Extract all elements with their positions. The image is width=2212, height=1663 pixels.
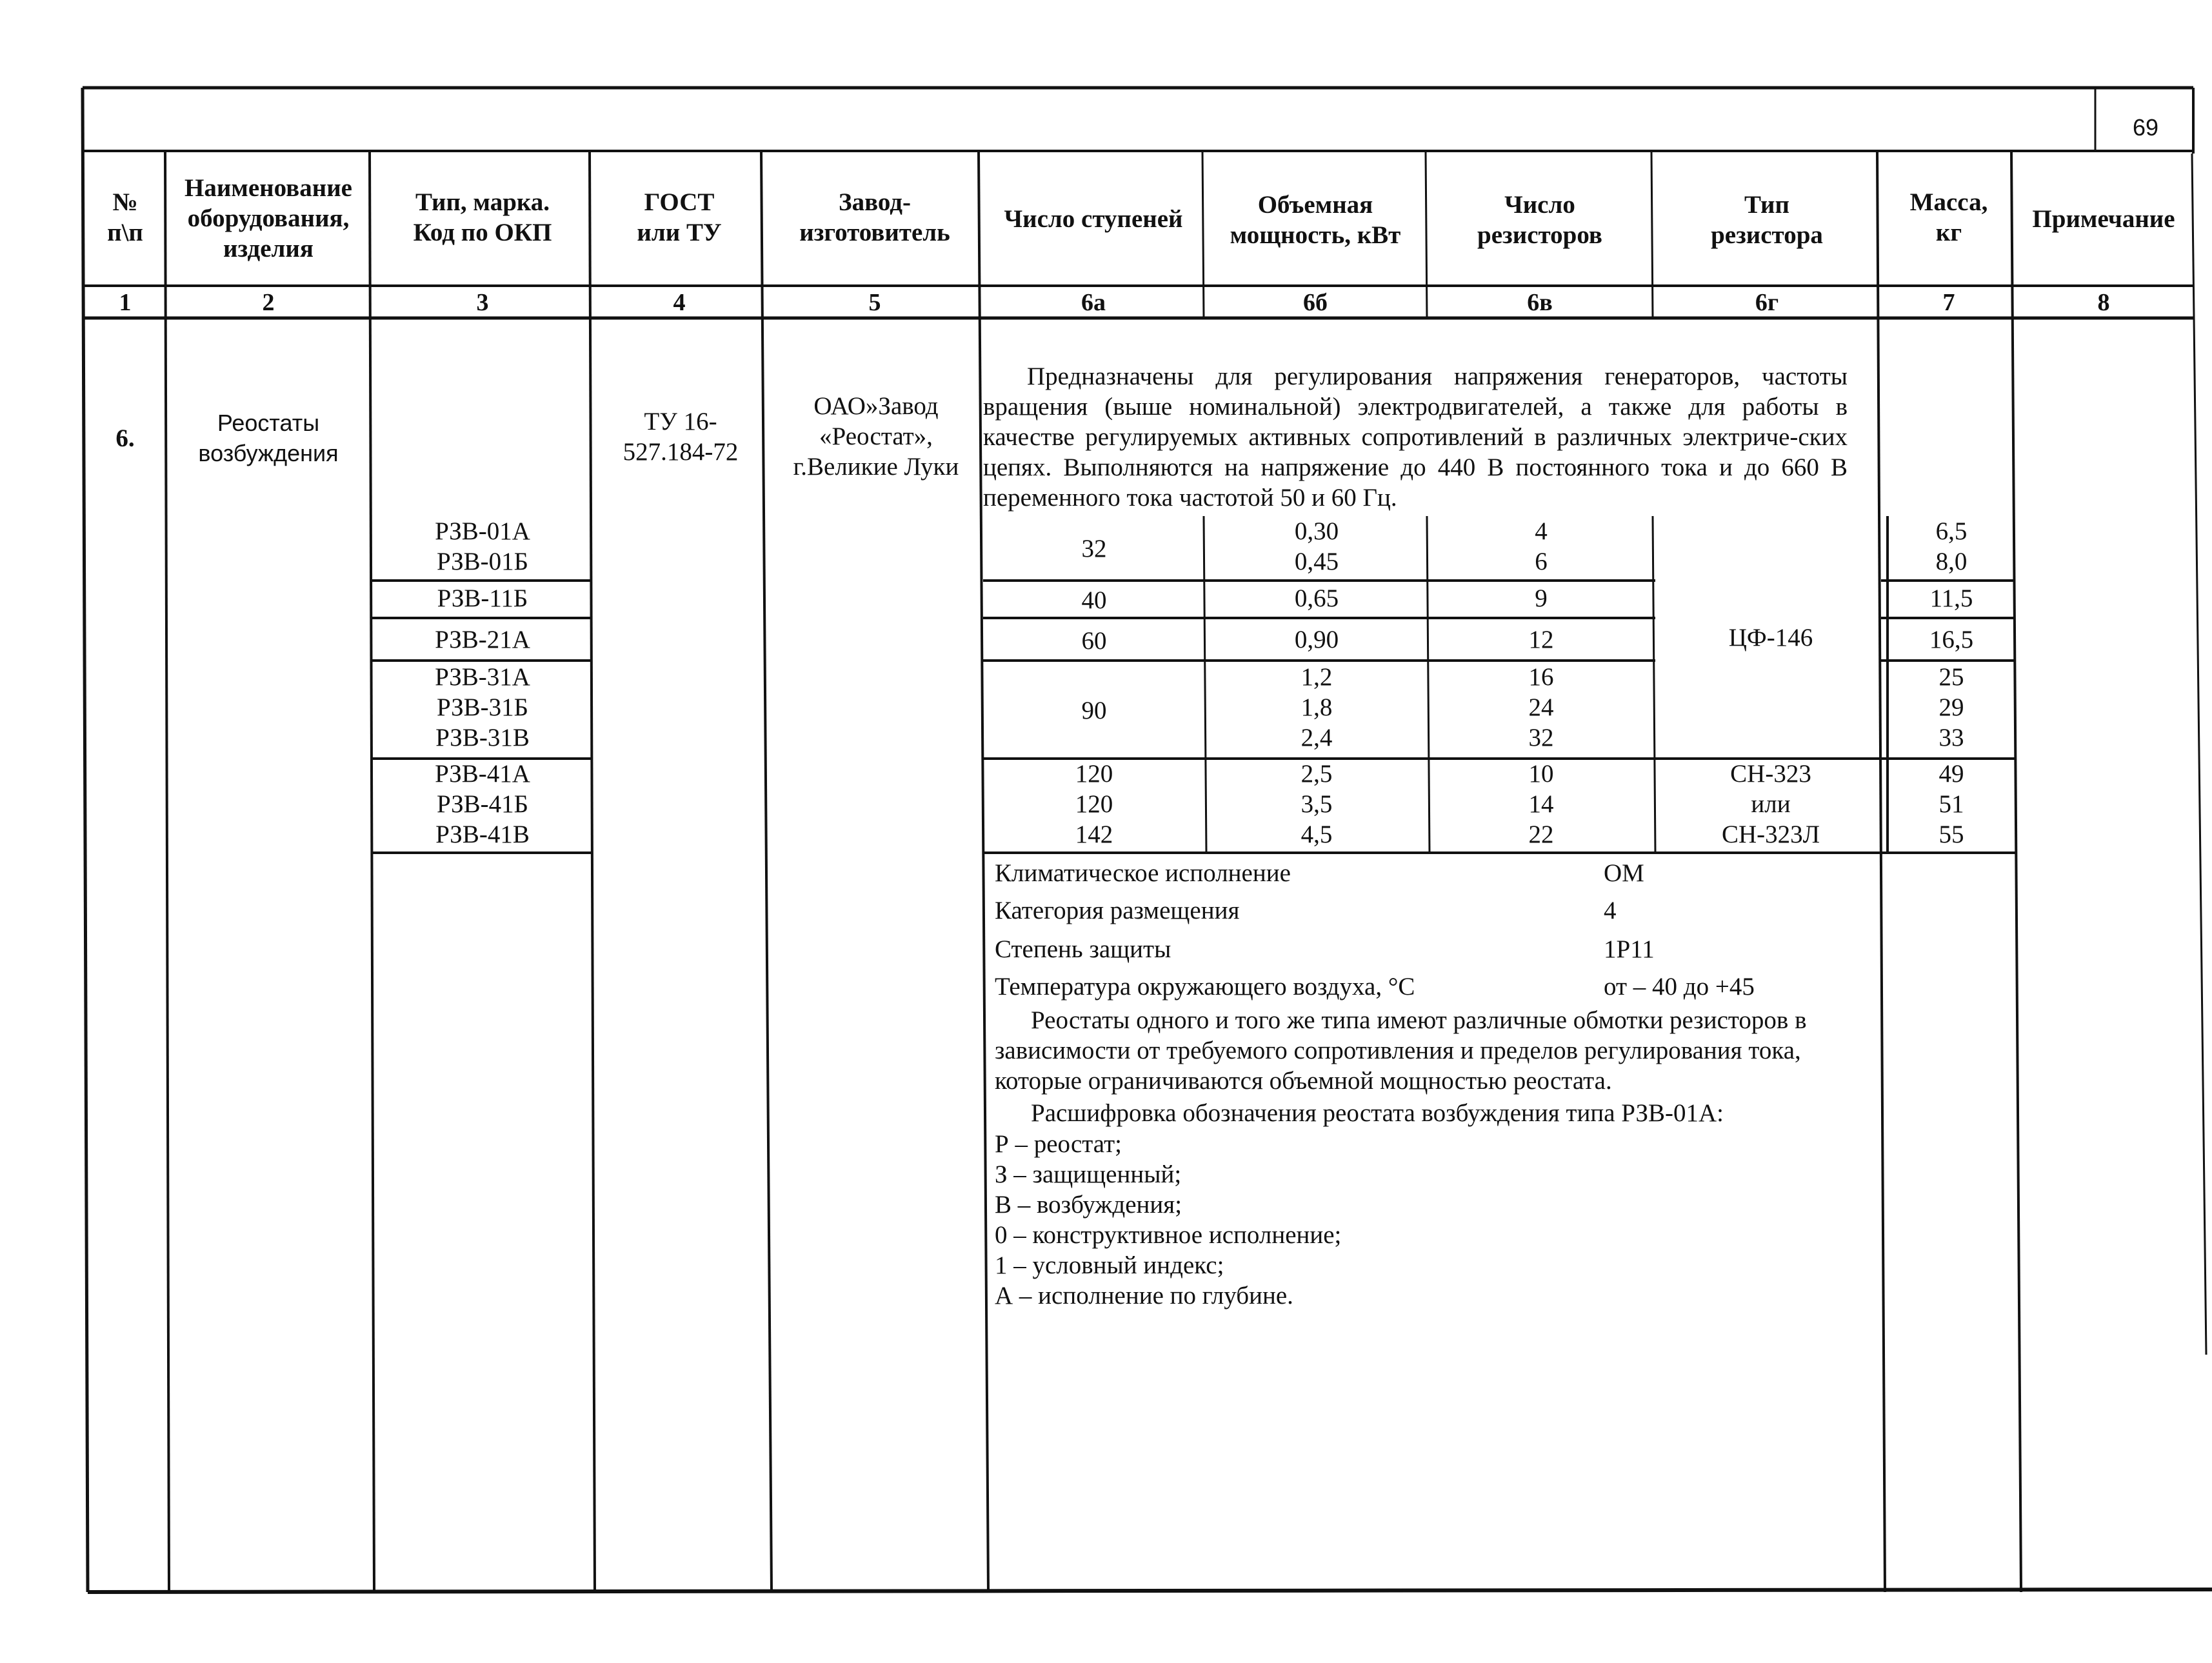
resistors-cell: 10 bbox=[1528, 760, 1554, 788]
decoding-list bbox=[995, 1129, 1341, 1311]
type-item: РЗВ-41Б bbox=[436, 790, 529, 818]
header-manufacturer: Завод- изготовитель bbox=[799, 188, 950, 246]
mass-cell: 33 bbox=[1938, 724, 1964, 752]
col-number-6a: 6а bbox=[1081, 289, 1106, 316]
stages-group-5 bbox=[984, 759, 1204, 850]
power-cell: 4,5 bbox=[1300, 821, 1333, 848]
resistors-cell: 6 bbox=[1535, 548, 1548, 575]
power-cell: 0,65 bbox=[1294, 584, 1339, 612]
mass-cell: 11,5 bbox=[1929, 584, 1973, 612]
decoding-line: 0 – конструктивное исполнение; bbox=[995, 1221, 1342, 1249]
power-cell: 1,2 bbox=[1300, 663, 1333, 691]
resistors-cell: 16 bbox=[1528, 663, 1554, 691]
decoding-line: 1 – условный индекс; bbox=[995, 1251, 1224, 1279]
header-stages: Число ступеней bbox=[1004, 205, 1183, 233]
type-item: РЗВ-11Б bbox=[437, 584, 528, 612]
stages-cell: 120 bbox=[1075, 790, 1113, 818]
col-number-3: 3 bbox=[476, 289, 489, 316]
decoding-line: Р – реостат; bbox=[995, 1130, 1122, 1158]
power-group-4 bbox=[1205, 662, 1428, 753]
col-number-6g: 6г bbox=[1755, 289, 1779, 316]
col-number-2: 2 bbox=[262, 289, 275, 316]
power-group-5 bbox=[1205, 759, 1428, 850]
power-group-3 bbox=[1205, 624, 1428, 655]
power-cell: 0,45 bbox=[1294, 548, 1339, 575]
page-number: 69 bbox=[2132, 114, 2159, 141]
type-group-4 bbox=[373, 662, 592, 753]
header-mass: Масса, кг bbox=[1909, 188, 1988, 246]
resistors-group-3 bbox=[1428, 624, 1654, 655]
power-cell: 0,90 bbox=[1294, 626, 1339, 653]
spec-value: 4 bbox=[1604, 897, 1617, 924]
col-number-1: 1 bbox=[119, 289, 132, 316]
mass-cell: 49 bbox=[1938, 760, 1964, 788]
type-item: РЗВ-31В bbox=[435, 724, 530, 752]
stages-cell: 90 bbox=[1081, 696, 1107, 724]
mass-cell: 25 bbox=[1938, 663, 1964, 691]
power-cell: 2,4 bbox=[1300, 724, 1333, 752]
resistor-type-a: ЦФ-146 bbox=[1728, 623, 1813, 652]
col-number-8: 8 bbox=[2097, 289, 2110, 316]
header-gost: ГОСТ или ТУ bbox=[637, 188, 722, 246]
power-group-2 bbox=[1205, 583, 1428, 613]
decoding-line: В – возбуждения; bbox=[995, 1191, 1182, 1219]
type-item: РЗВ-21А bbox=[435, 626, 530, 653]
col-number-6v: 6в bbox=[1527, 289, 1553, 316]
mass-group-1 bbox=[1885, 516, 2018, 577]
description-paragraph: Предназначены для регулирования напряжения генераторов, частоты вращения (выше номинальной) электродвигателей, а также для работы в качестве регулируемых активных сопротивлений в различных электриче-ских цепях. Выполняются на напряжение до 440 В постоянного тока и до 660 В переменного тока частотой 50 и 60 Гц. bbox=[983, 363, 1848, 512]
decoding-title: Расшифровка обозначения реостата возбуждения типа РЗВ-01А: bbox=[1031, 1099, 1724, 1127]
resistors-group-4 bbox=[1428, 662, 1654, 753]
resistors-cell: 14 bbox=[1528, 790, 1554, 818]
type-item: РЗВ-01А bbox=[435, 517, 530, 545]
item-manufacturer: ОАО»Завод «Реостат», г.Великие Луки bbox=[793, 392, 959, 481]
spec-value: от – 40 до +45 bbox=[1604, 973, 1755, 1001]
note-paragraph: Реостаты одного и того же типа имеют различные обмотки резисторов в зависимости от требуемого сопротивления и пределов регулирования тока, которые ограничиваются объемной мощностью реостата. bbox=[995, 1006, 1807, 1095]
power-cell: 0,30 bbox=[1294, 517, 1339, 545]
mass-cell: 55 bbox=[1938, 821, 1964, 848]
decoding-line: З – защищенный; bbox=[995, 1160, 1182, 1188]
type-group-1 bbox=[373, 516, 592, 577]
mass-cell: 51 bbox=[1938, 790, 1964, 818]
resistors-cell: 9 bbox=[1535, 584, 1548, 612]
mass-cell: 6,5 bbox=[1935, 517, 1968, 545]
spec-label: Климатическое исполнение bbox=[995, 859, 1291, 887]
header-note: Примечание bbox=[2032, 205, 2175, 233]
header-type: Тип, марка. Код по ОКП bbox=[413, 188, 552, 246]
col-number-6b: 6б bbox=[1303, 289, 1328, 316]
decoding-line: А – исполнение по глубине. bbox=[995, 1282, 1293, 1309]
item-number: 6. bbox=[115, 424, 135, 452]
resistors-group-5 bbox=[1428, 759, 1654, 850]
mass-group-4 bbox=[1885, 662, 2018, 753]
type-group-5 bbox=[373, 759, 592, 850]
stages-cell: 142 bbox=[1075, 821, 1113, 848]
resistors-group-2 bbox=[1428, 583, 1654, 613]
stages-cell: 120 bbox=[1075, 760, 1113, 788]
header-resistor-count: Число резисторов bbox=[1477, 191, 1602, 249]
type-item: РЗВ-41В bbox=[435, 821, 530, 848]
stages-cell: 60 bbox=[1081, 626, 1107, 655]
resistors-cell: 32 bbox=[1528, 724, 1554, 752]
stages-cell: 40 bbox=[1081, 586, 1107, 614]
spec-label: Температура окружающего воздуха, °С bbox=[995, 973, 1415, 1001]
col-number-7: 7 bbox=[1942, 289, 1955, 316]
resistor-type-b: СН-323 или СН-323Л bbox=[1721, 760, 1820, 848]
type-item: РЗВ-31А bbox=[435, 663, 530, 691]
resistors-group-1 bbox=[1428, 516, 1654, 577]
resistors-cell: 24 bbox=[1528, 693, 1554, 721]
mass-group-2 bbox=[1885, 583, 2018, 613]
item-name: Реостаты возбуждения bbox=[198, 410, 339, 466]
spec-label: Категория размещения bbox=[995, 897, 1240, 924]
spec-value: 1Р11 bbox=[1604, 935, 1655, 963]
power-group-1 bbox=[1205, 516, 1428, 577]
col-number-5: 5 bbox=[868, 289, 881, 316]
mass-cell: 8,0 bbox=[1935, 548, 1968, 575]
type-item: РЗВ-01Б bbox=[436, 548, 529, 575]
col-number-4: 4 bbox=[673, 289, 686, 316]
item-gost: ТУ 16- 527.184-72 bbox=[623, 408, 739, 466]
mass-group-5 bbox=[1885, 759, 2018, 850]
power-cell: 2,5 bbox=[1300, 760, 1333, 788]
type-item: РЗВ-41А bbox=[435, 760, 530, 788]
resistors-cell: 12 bbox=[1528, 626, 1554, 653]
stages-cell: 32 bbox=[1081, 534, 1107, 563]
resistors-cell: 22 bbox=[1528, 821, 1554, 848]
resistors-cell: 4 bbox=[1535, 517, 1548, 545]
spec-label: Степень защиты bbox=[995, 935, 1171, 963]
type-group-2 bbox=[373, 583, 592, 613]
type-group-3 bbox=[373, 624, 592, 655]
mass-group-3 bbox=[1885, 624, 2018, 655]
header-equipment-name: Наименование оборудования, изделия bbox=[184, 174, 352, 263]
header-number: № п\п bbox=[107, 188, 143, 246]
type-item: РЗВ-31Б bbox=[436, 693, 529, 721]
header-power: Объемная мощность, кВт bbox=[1230, 191, 1401, 249]
power-cell: 3,5 bbox=[1300, 790, 1333, 818]
power-cell: 1,8 bbox=[1300, 693, 1333, 721]
mass-cell: 16,5 bbox=[1929, 626, 1974, 653]
mass-cell: 29 bbox=[1938, 693, 1964, 721]
spec-value: ОМ bbox=[1604, 859, 1644, 887]
header-resistor-type: Тип резистора bbox=[1711, 191, 1823, 249]
